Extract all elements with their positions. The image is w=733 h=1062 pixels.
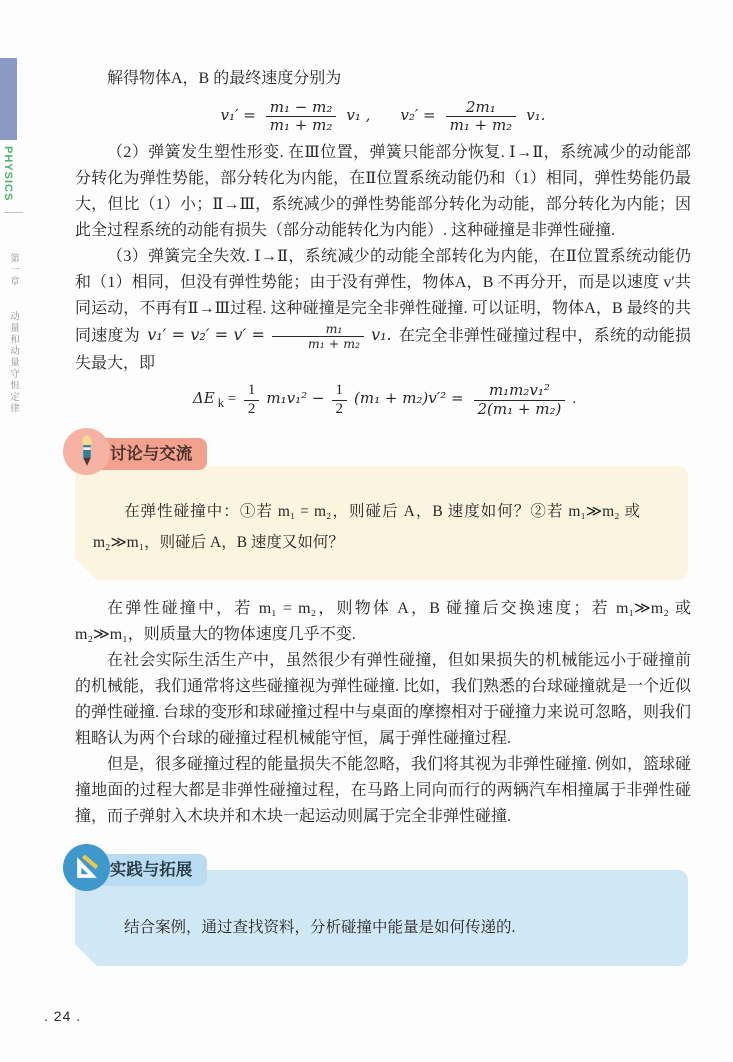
paragraph-elastic-summary: 在弹性碰撞中，若 m₁ = m₂，则物体 A，B 碰撞后交换速度；若 m₁≫m₂ 或 m₂≫m₁，则质量大的物体速度几乎不变.: [75, 599, 691, 643]
sidebar-physics-label: PHYSICS: [2, 146, 14, 202]
set-square-glyph: [73, 854, 100, 881]
sidebar-divider: [4, 212, 23, 213]
fraction-numerator: 1: [247, 382, 256, 399]
fraction-numerator: m₁m₂v₁²: [488, 381, 550, 400]
velocity-formula: [75, 99, 691, 135]
chamfer-corner: [75, 944, 97, 966]
set-square-icon: [63, 844, 110, 891]
practice-text: 结合案例，通过查找资料，分析碰撞中能量是如何传递的.: [124, 918, 516, 936]
equals-sign: =: [223, 391, 240, 408]
fraction-half-1: [244, 382, 260, 418]
inline-fraction: [272, 322, 364, 352]
formula-period: .: [572, 391, 577, 408]
chapter-title: 动量和动量守恒定律: [8, 310, 19, 414]
main-content: [75, 66, 691, 966]
paragraph-spring-failure: [75, 244, 691, 378]
fraction-denominator: 2(m₁ + m₂): [474, 400, 566, 418]
paragraph-billiards: 在社会实际生活生产中，虽然很少有弹性碰撞，但如果损失的机械能远小于碰撞前的机械能，我们通常将这些碰撞视为弹性碰撞. 比如，我们熟悉的台球碰撞就是一个近似的弹性碰撞. 台球的变形和球碰撞过程中与桌面的摩擦相对于碰撞力来说可忽略，则我们粗略认为两个台球的碰撞过程机械能守恒，属于弹性碰撞过程.: [75, 651, 692, 747]
inline-equation-rhs: v₁.: [371, 325, 392, 345]
formula-v1-lhs: v₁′ =: [220, 106, 256, 125]
intro-line: 解得物体A，B 的最终速度分别为: [107, 70, 342, 87]
delta-ek-sub: k: [217, 396, 224, 411]
fraction-denominator: 2: [332, 400, 348, 418]
fraction-numerator: 1: [335, 382, 343, 399]
formula-mid-2: (m₁ + m₂)v′² =: [354, 389, 464, 408]
formula-v2-tail: v₁.: [526, 106, 546, 125]
discussion-title: 讨论与交流: [95, 438, 207, 470]
chamfer-corner: [75, 558, 97, 580]
chapter-number: 第一章: [8, 253, 19, 288]
paragraph-plastic-deformation: （2）弹簧发生塑性形变. 在Ⅲ位置，弹簧只能部分恢复. Ⅰ→Ⅱ，系统减少的动能部分转化为弹性势能，部分转化为内能，在Ⅱ位置系统动能仍和（1）相同，弹性势能仍最大，但比（1）小；Ⅱ→Ⅲ，系统减少的弹性势能部分转化为动能，部分转化为内能；因此全过程系统的动能有损失（部分动能转化为内能）. 这种碰撞是非弹性碰撞.: [75, 143, 691, 239]
discussion-text: 在弹性碰撞中：①若 m₁ = m₂，则碰后 A，B 速度如何？②若 m₁≫m₂ 或 m₂≫m₁，则碰后 A，B 速度又如何？: [93, 502, 640, 551]
inline-equation-lhs: v₁′ = v₂′ = v′ =: [147, 325, 265, 345]
formula-v1-tail: v₁ ,: [346, 106, 371, 125]
paragraph-text: （3）弹簧完全失效. Ⅰ→Ⅱ，系统减少的动能全部转化为内能，在Ⅱ位置系统动能仍和（1）相同，但没有弹性势能；由于没有弹性，物体A，B 不再分开，而是以速度 v′共同运动，不再有Ⅱ→Ⅲ过程. 这种碰撞是完全非弹性碰撞. 可以证明，物体A，B 最终的共同速度为: [75, 247, 691, 345]
formula-v2-lhs: v₂′ =: [400, 106, 436, 125]
fraction-numerator: m₁ − m₂: [269, 98, 333, 116]
sidebar-chapter-vertical: [6, 253, 20, 414]
fraction-denominator: m₁ + m₂: [446, 116, 517, 134]
discussion-callout: [75, 430, 691, 580]
fraction-denominator: m₁ + m₂: [272, 336, 364, 351]
practice-title: 实践与拓展: [95, 854, 207, 886]
discussion-body: [75, 466, 688, 580]
page-number: . 24 .: [44, 1008, 82, 1024]
paragraph-text: 在完全非弹性碰撞过程中，系统的动能损失最大，即: [75, 327, 691, 373]
delta-ek: ΔE: [192, 389, 215, 408]
fraction-half-2: [332, 382, 348, 418]
paragraph-inelastic-examples: 但是，很多碰撞过程的能量损失不能忽略，我们将其视为非弹性碰撞. 例如，篮球碰撞地面的过程大都是非弹性碰撞过程，在马路上同向而行的两辆汽车相撞属于非弹性碰撞，而子弹射入木块并和木块一起运动则属于完全非弹性碰撞.: [75, 755, 692, 825]
fraction-v1: [263, 99, 340, 135]
fraction-numerator: m₁: [325, 320, 343, 336]
pencil-glyph: [76, 435, 98, 467]
pencil-icon: [63, 428, 110, 475]
formula-mid-1: m₁v₁² −: [266, 389, 325, 408]
fraction-result: [471, 382, 569, 418]
fraction-denominator: m₁ + m₂: [266, 116, 337, 134]
sidebar-color-block: [0, 58, 17, 140]
fraction-denominator: 2: [244, 400, 260, 418]
fraction-v2: [443, 99, 520, 135]
practice-callout: [75, 846, 691, 966]
energy-loss-formula: [75, 382, 691, 418]
fraction-numerator: 2m₁: [466, 98, 496, 116]
